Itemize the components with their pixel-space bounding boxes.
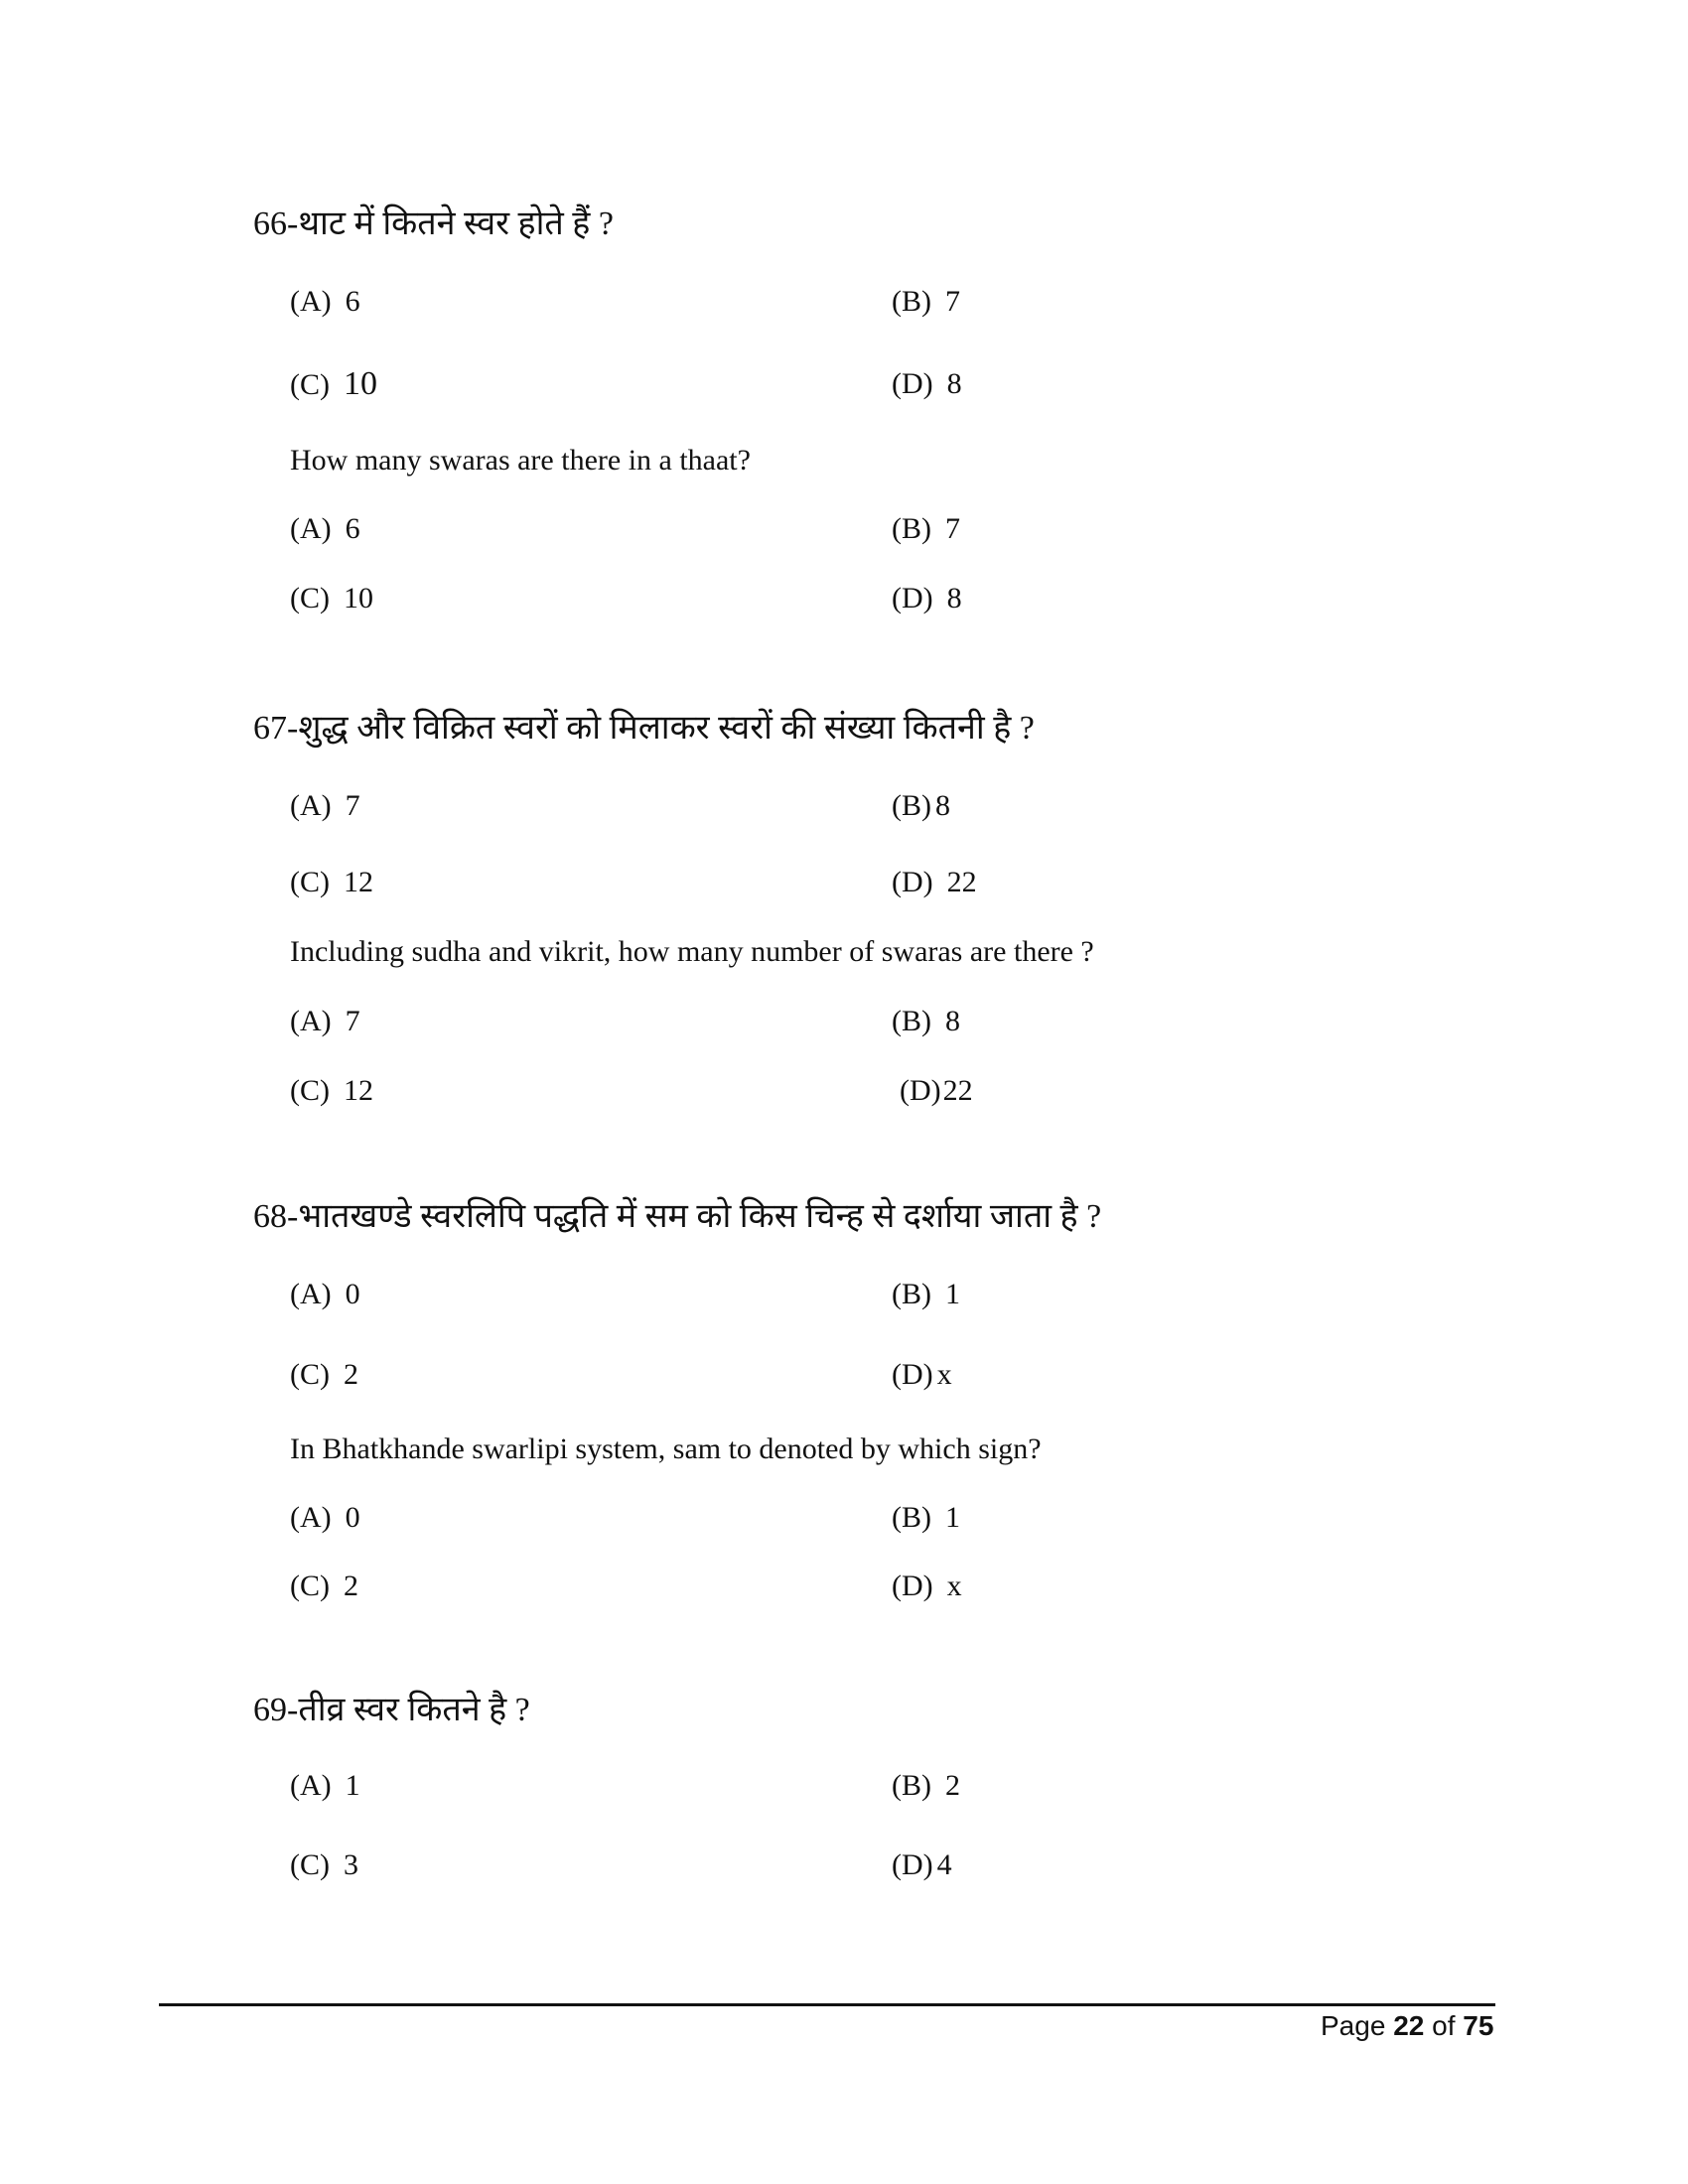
option-a: (A) 0 <box>290 1501 360 1534</box>
option-b: (B) 7 <box>892 512 960 545</box>
option-d: (D) 8 <box>892 582 962 614</box>
option-b: (B) 2 <box>892 1769 960 1802</box>
option-b: (B) 1 <box>892 1501 960 1534</box>
option-c: (C) 2 <box>290 1570 358 1602</box>
option-d: (D) 22 <box>892 866 977 898</box>
total-pages: 75 <box>1463 2010 1494 2041</box>
question-66-english: How many swaras are there in a thaat? <box>290 444 751 477</box>
option-a: (A) 1 <box>290 1769 360 1802</box>
question-number: 69- <box>253 1692 299 1728</box>
option-d: (D)22 <box>900 1074 973 1107</box>
question-text: थाट में कितने स्वर होते हैं ? <box>298 205 614 242</box>
option-b: (B) 1 <box>892 1278 960 1310</box>
option-d: (D) x <box>892 1358 952 1391</box>
option-c: (C) 3 <box>290 1848 358 1881</box>
question-67-english: Including sudha and vikrit, how many number of swaras are there ? <box>290 935 1094 968</box>
page-number: 22 <box>1393 2010 1425 2041</box>
question-text: शुद्ध और विक्रित स्वरों को मिलाकर स्वरों की संख्या कितनी है ? <box>298 710 1035 747</box>
option-c: (C) 12 <box>290 866 373 898</box>
question-67-hindi <box>253 703 1035 749</box>
question-68-hindi <box>253 1191 1101 1237</box>
question-text: तीव्र स्वर कितने है ? <box>298 1692 530 1728</box>
question-number: 66- <box>253 205 299 242</box>
option-a: (A) 7 <box>290 1005 360 1037</box>
question-69-hindi <box>253 1685 530 1730</box>
question-66-hindi <box>253 199 614 244</box>
page-footer <box>1321 2010 1493 2042</box>
option-d: (D) 8 <box>892 367 962 400</box>
page-word: Page <box>1321 2010 1386 2041</box>
option-a: (A) 0 <box>290 1278 360 1310</box>
option-a: (A) 6 <box>290 285 360 318</box>
option-a: (A) 7 <box>290 789 360 822</box>
question-number: 68- <box>253 1198 299 1235</box>
option-c: (C) 2 <box>290 1358 358 1391</box>
option-b: (B) 7 <box>892 285 960 318</box>
of-word: of <box>1432 2010 1456 2041</box>
option-d: (D) 4 <box>892 1848 952 1881</box>
option-c: (C) 10 <box>290 582 373 614</box>
option-b: (B) 8 <box>892 789 950 822</box>
option-d: (D) x <box>892 1570 962 1602</box>
question-number: 67- <box>253 710 299 747</box>
option-b: (B) 8 <box>892 1005 960 1037</box>
footer-divider <box>159 2003 1495 2006</box>
question-text: भातखण्डे स्वरलिपि पद्धति में सम को किस चिन्ह से दर्शाया जाता है ? <box>298 1198 1102 1235</box>
option-c: (C) 10 <box>290 365 377 402</box>
option-c: (C) 12 <box>290 1074 373 1107</box>
option-a: (A) 6 <box>290 512 360 545</box>
question-68-english: In Bhatkhande swarlipi system, sam to denoted by which sign? <box>290 1433 1042 1465</box>
